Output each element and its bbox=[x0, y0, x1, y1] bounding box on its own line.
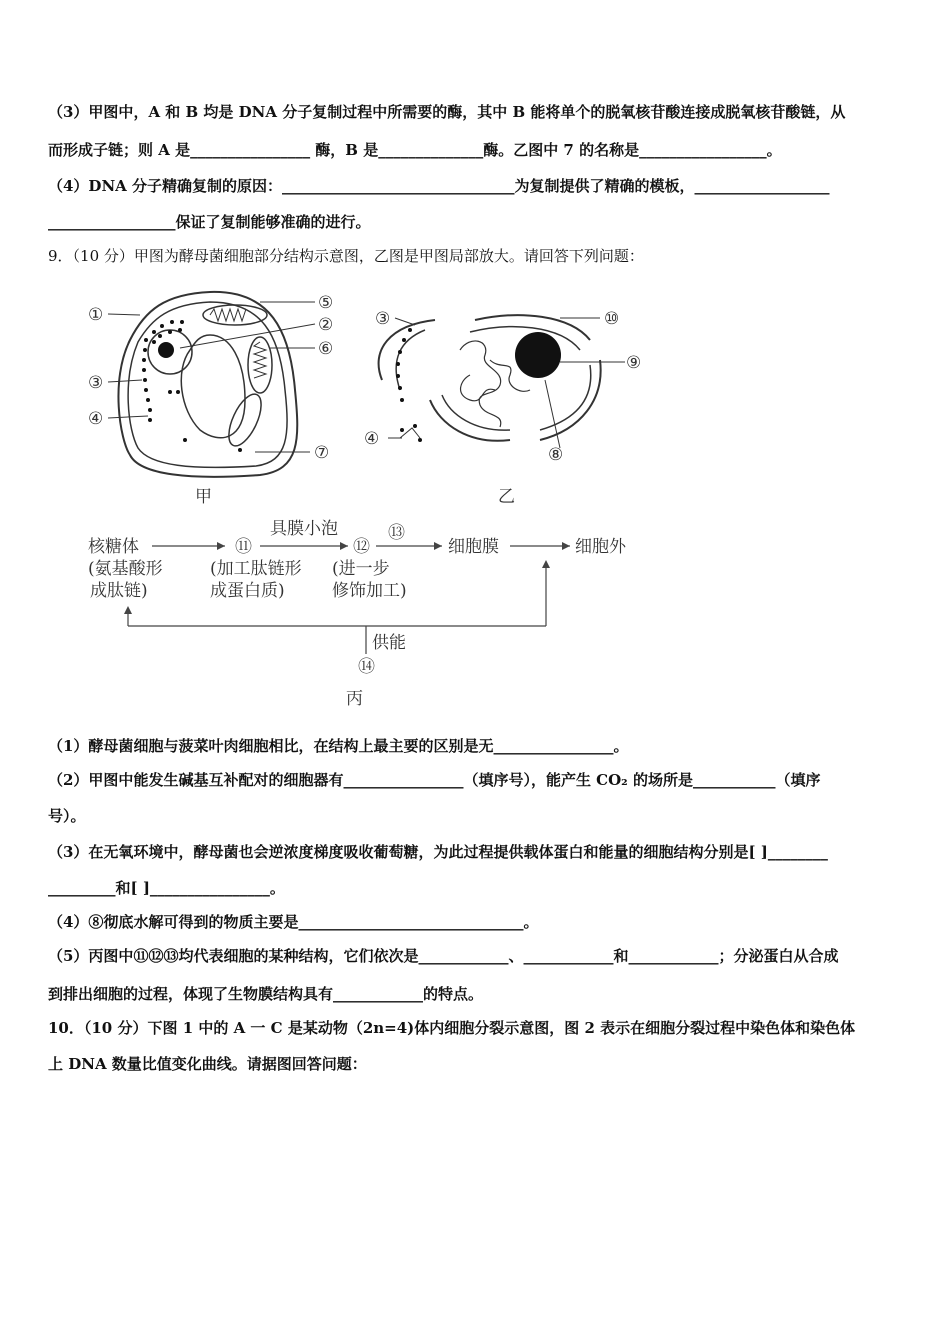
q9-part2-line1: （2）甲图中能发生碱基互补配对的细胞器有________________（填序号），能产生 CO₂ 的场所是___________（填序 bbox=[48, 771, 821, 789]
flow-ribosome-note1: (氨基酸形 bbox=[88, 559, 163, 579]
flow-n11-note1: (加工肽链形 bbox=[210, 559, 302, 579]
q9-header: 9．（10 分）甲图为酵母菌细胞部分结构示意图，乙图是甲图局部放大。请回答下列问题： bbox=[48, 247, 644, 265]
yi-label-4: ④ bbox=[364, 429, 380, 449]
bing-caption: 丙 bbox=[346, 689, 363, 709]
yi-label-8: ⑧ bbox=[548, 445, 564, 465]
jia-label-6: ⑥ bbox=[318, 339, 334, 359]
jia-label-7: ⑦ bbox=[314, 443, 330, 463]
jia-label-1: ① bbox=[88, 305, 104, 325]
q9-figure bbox=[70, 280, 670, 710]
flow-n11-note2: 成蛋白质) bbox=[210, 581, 285, 601]
jia-label-2: ② bbox=[318, 315, 334, 335]
yi-label-10: ⑩ bbox=[604, 309, 620, 329]
flow-n11: ⑪ bbox=[235, 537, 252, 557]
flow-n12-note1: (进一步 bbox=[332, 559, 390, 579]
q8-part3-line2: 而形成子链；则 A 是________________ 酶，B 是______________酶。乙图中 7 的名称是_________________。 bbox=[48, 141, 782, 159]
yi-caption: 乙 bbox=[498, 487, 515, 507]
yi-label-9: ⑨ bbox=[626, 353, 642, 373]
flow-vesicle: 具膜小泡 bbox=[270, 519, 338, 539]
flow-n12-note2: 修饰加工) bbox=[332, 581, 407, 601]
q10-line1: 10．（10 分）下图 1 中的 A 一 C 是某动物（2n=4)体内细胞分裂示意图，图 2 表示在细胞分裂过程中染色体和染色体 bbox=[48, 1019, 856, 1037]
flow-membrane: 细胞膜 bbox=[448, 537, 499, 557]
flow-energy: 供能 bbox=[372, 633, 406, 653]
q9-part3-line2: _________和[ ]________________。 bbox=[48, 879, 285, 897]
flow-bing-diagram bbox=[88, 519, 627, 709]
flow-outside: 细胞外 bbox=[575, 537, 626, 557]
q8-part3-line1: （3）甲图中，A 和 B 均是 DNA 分子复制过程中所需要的酶，其中 B 能将单个的脱氧核苷酸连接成脱氧核苷酸链，从 bbox=[48, 103, 846, 121]
jia-label-5: ⑤ bbox=[318, 293, 334, 313]
flow-n14: ⑭ bbox=[358, 657, 375, 677]
q8-part4-line1: （4）DNA 分子精确复制的原因：_______________________________为复制提供了精确的模板，__________________ bbox=[48, 177, 830, 195]
q9-part5-line2: 到排出细胞的过程，体现了生物膜结构具有____________的特点。 bbox=[48, 985, 484, 1003]
q9-part2-line2: 号）。 bbox=[48, 807, 86, 825]
flow-n13: ⑬ bbox=[388, 523, 405, 543]
jia-caption: 甲 bbox=[195, 487, 212, 507]
q8-part4-line2: _________________保证了复制能够准确的进行。 bbox=[48, 213, 371, 231]
q9-part1: （1）酵母菌细胞与菠菜叶肉细胞相比，在结构上最主要的区别是无________________。 bbox=[48, 737, 629, 755]
jia-label-3: ③ bbox=[88, 373, 104, 393]
q9-part3-line1: （3）在无氧环境中，酵母菌也会逆浓度梯度吸收葡萄糖，为此过程提供载体蛋白和能量的细胞结构分别是[ ]________ bbox=[48, 843, 828, 861]
cell-yi-diagram bbox=[364, 309, 641, 507]
yi-label-3: ③ bbox=[375, 309, 391, 329]
flow-ribosome-note2: 成肽链) bbox=[90, 581, 148, 601]
q10-line2: 上 DNA 数量比值变化曲线。请据图回答问题： bbox=[48, 1055, 367, 1073]
q9-part4: （4）⑧彻底水解可得到的物质主要是______________________________。 bbox=[48, 913, 539, 931]
jia-label-4: ④ bbox=[88, 409, 104, 429]
flow-ribosome: 核糖体 bbox=[88, 537, 139, 557]
cell-jia-diagram bbox=[88, 292, 333, 507]
flow-n12: ⑫ bbox=[353, 537, 370, 557]
q9-part5-line1: （5）丙图中⑪⑫⑬均代表细胞的某种结构，它们依次是____________、____________和____________；分泌蛋白从合成 bbox=[48, 947, 839, 965]
